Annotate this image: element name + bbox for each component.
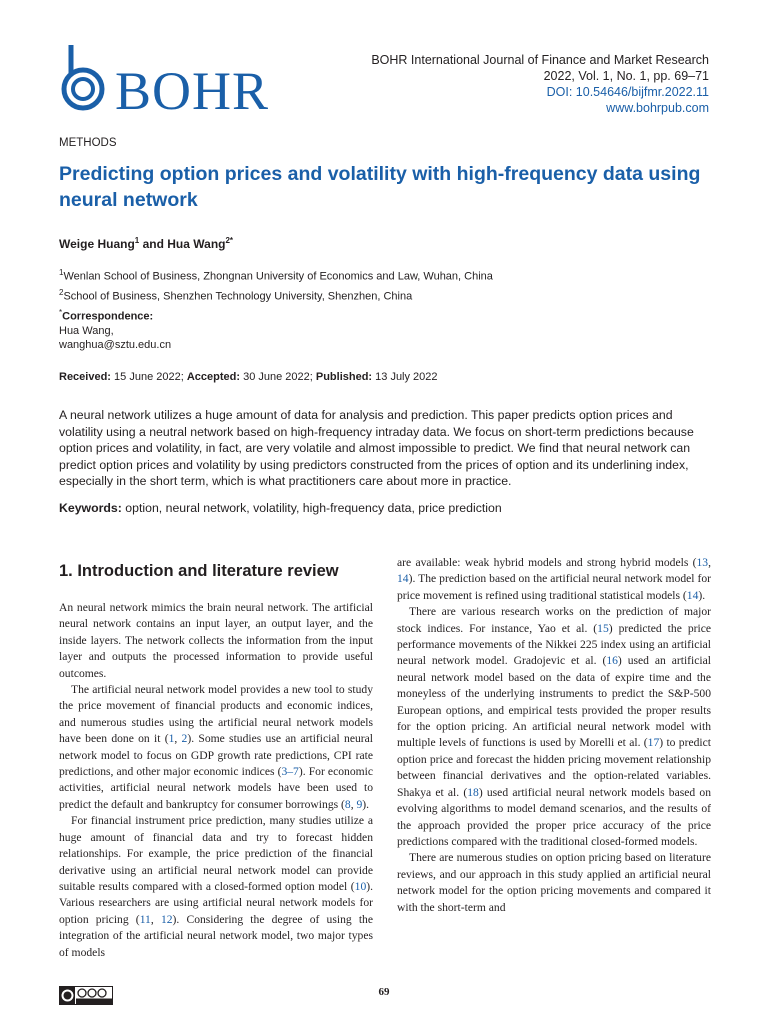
published-date: 13 July 2022 <box>372 371 438 383</box>
citation-link[interactable]: 8 <box>344 797 351 811</box>
affiliation-1 <box>59 265 493 285</box>
paragraph: For financial instrument price prediction, many studies utilize a huge amount of financial data and try to forecast hidden relationships. For example, the price prediction of the financial derivative using an artificial neural network model can provide suitable results compared with a closed-formed option model (10). Various researchers are using artificial neural network models for option pricing (11, 12). Considering the degree of using the integration of the artificial neural network model, two major types of models <box>59 814 373 959</box>
paragraph <box>397 604 711 850</box>
citation-link[interactable]: 14 <box>686 588 699 602</box>
text-run: ). For economic activities, artificial neural network models have been used to predict the default and bankruptcy for consumer borrowings ( <box>59 765 373 811</box>
logo-text: BOHR <box>115 61 270 113</box>
author-1: Weige Huang <box>59 237 135 251</box>
citation-link[interactable]: 13 <box>696 556 709 569</box>
paragraph: There are numerous studies on option pricing based on literature reviews, and our approach in this study applied an artificial neural network model for the option pricing movements and compared it with the short-term and <box>397 851 711 914</box>
author-and: and <box>139 237 168 251</box>
affiliation-1-num: 1 <box>59 268 64 277</box>
author-1-affil: 1 <box>134 236 140 245</box>
text-run: There are various research works on the prediction of major stock indices. For instance, Yao et al. ( <box>397 605 711 635</box>
citation-link[interactable]: 2 <box>181 732 188 746</box>
citation-link[interactable]: 15 <box>597 621 609 635</box>
website-link[interactable]: www.bohrpub.com <box>606 101 709 115</box>
text-run: ) used an artificial neural network model based on the data of expire time and the moneyless of the underlying instruments to predict the S&P-500 European options, and empirical tests provided the proper results for the option pricing. An artificial neural network model with multiple levels of functions is used by Morelli et al. ( <box>397 654 711 750</box>
received-label: Received: <box>59 371 111 383</box>
section-heading: 1. Introduction and literature review <box>59 562 339 580</box>
left-column <box>59 556 373 961</box>
accepted-date: 30 June 2022; <box>240 371 316 383</box>
volume-info: 2022, Vol. 1, No. 1, pp. 69–71 <box>543 69 709 83</box>
correspondence-email[interactable]: wanghua@sztu.edu.cn <box>59 338 172 351</box>
journal-name: BOHR International Journal of Finance and Market Research <box>371 53 709 67</box>
affiliation-2-text: School of Business, Shenzhen Technology University, Shenzhen, China <box>63 290 413 303</box>
affiliations <box>59 265 493 304</box>
citation-link[interactable]: 17 <box>647 736 660 750</box>
citation-link[interactable]: 11 <box>139 912 151 926</box>
received-date: 15 June 2022; <box>110 371 187 383</box>
paragraph: are available: weak hybrid models and strong hybrid models (13, 14). The prediction based on the artificial neural network model for price movement is refined using traditional statistical models (14). <box>397 556 711 602</box>
correspondence-label-line <box>59 306 171 324</box>
citation-link[interactable]: 10 <box>354 879 367 893</box>
paragraph: An neural network mimics the brain neural network. The artificial neural network contains an input layer, an output layer, and the inside layers. The network collects the information from the input layer and outputs the processed information to provide useful outcomes. <box>59 601 373 680</box>
text-run: are available: weak hybrid models and strong hybrid models ( <box>397 556 697 569</box>
affiliation-2-num: 2 <box>59 287 64 297</box>
citation-link[interactable]: 18 <box>467 785 479 799</box>
citation-link[interactable]: 14 <box>397 572 409 586</box>
text-run: ). Considering the degree of using the integration of the artificial neural network model, two major types of models <box>59 912 373 959</box>
section-tag: METHODS <box>59 137 117 149</box>
abstract: A neural network utilizes a huge amount of data for analysis and prediction. This paper predicts option prices and volatility using a neutral network based on high-frequency intraday data. We focus on short-term predictions because option prices and volatility, in fact, are very volatile and almost impossible to predict. We find that neural network can predict option prices and volatility by using predictors constructed from the prices of option and its underlining index, especially in the short term, which is what practitioners care about more in practice. <box>59 408 694 489</box>
keywords-text: option, neural network, volatility, high-frequency data, price prediction <box>125 501 502 515</box>
text-run: For financial instrument price prediction, many studies utilize a huge amount of financial data and try to forecast hidden relationships. For example, the price prediction of the financial derivative using an artificial neural network model can provide suitable results compared with a closed-formed option model ( <box>59 814 373 893</box>
paper-title: Predicting option prices and volatility with high-frequency data using neural network <box>59 163 701 211</box>
doi-link[interactable]: DOI: 10.54646/bijfmr.2022.11 <box>546 85 709 99</box>
text-run: ). Various researchers are using artificial neural network models for option pricing ( <box>59 879 373 926</box>
citation-link[interactable]: 1 <box>168 732 175 746</box>
right-column <box>397 555 711 916</box>
citation-link[interactable]: 12 <box>160 912 173 926</box>
text-run: ) predicted the price performance movements of the Nikkei 225 index using an artificial neural network model. Gradojevic et al. ( <box>397 621 711 668</box>
correspondence <box>59 306 171 352</box>
bohr-logo <box>59 43 289 113</box>
keywords <box>59 501 502 515</box>
journal-info <box>371 52 709 116</box>
affiliation-1-text: Wenlan School of Business, Zhongnan University of Economics and Law, Wuhan, China <box>63 270 493 283</box>
keywords-label: Keywords: <box>59 501 122 515</box>
correspondence-label: Correspondence: <box>62 310 154 323</box>
text-run: ). Some studies use an artificial neural network model to focus on GDP growth rate predictions, CPI rate predictions, and other major economic indices ( <box>59 732 373 779</box>
text-run: ) to predict option price and forecast the hidden pricing movement relationship between financial derivatives and the option-related variables. Shakya et al. ( <box>397 736 711 799</box>
text-run: ) used artificial neural network models based on evolving algorithms to model demand scenarios, and the results of the approach provided the proper price accuracy of the price predictions compared with the traditional closed-formed models. <box>397 785 711 848</box>
paragraph: The artificial neural network model provides a new tool to study the price movement of financial products and economic indices, and numerous studies using the artificial neural network models have been done on it (1, 2). Some studies use an artificial neural network model to focus on GDP growth rate predictions, CPI rate predictions, and other major economic indices (3–7). For economic activities, artificial neural network models have been used to predict the default and bankruptcy for consumer borrowings (8, 9). <box>59 683 373 811</box>
published-label: Published: <box>315 371 373 383</box>
author-line <box>59 236 233 251</box>
author-2: Hua Wang <box>167 237 226 251</box>
affiliation-2 <box>59 285 493 305</box>
text-run: ). The prediction based on the artificial neural network model for price movement is refined using traditional statistical models ( <box>397 572 711 602</box>
accepted-label: Accepted: <box>186 371 241 383</box>
page-number: 69 <box>378 986 390 998</box>
correspondence-star: * <box>59 308 63 317</box>
citation-link[interactable]: 9 <box>356 797 363 811</box>
text-run: The artificial neural network model provides a new tool to study the price movement of financial products and economic indices, and numerous studies using the artificial neural network models have been done on it ( <box>59 683 373 746</box>
citation-link[interactable]: 3–7 <box>281 765 299 779</box>
text-run: ). <box>698 588 706 602</box>
author-2-affil: 2* <box>225 236 234 245</box>
publication-dates <box>59 371 438 383</box>
citation-link[interactable]: 16 <box>606 654 618 668</box>
correspondence-name: Hua Wang, <box>59 324 114 337</box>
text-run: ). <box>362 797 370 811</box>
